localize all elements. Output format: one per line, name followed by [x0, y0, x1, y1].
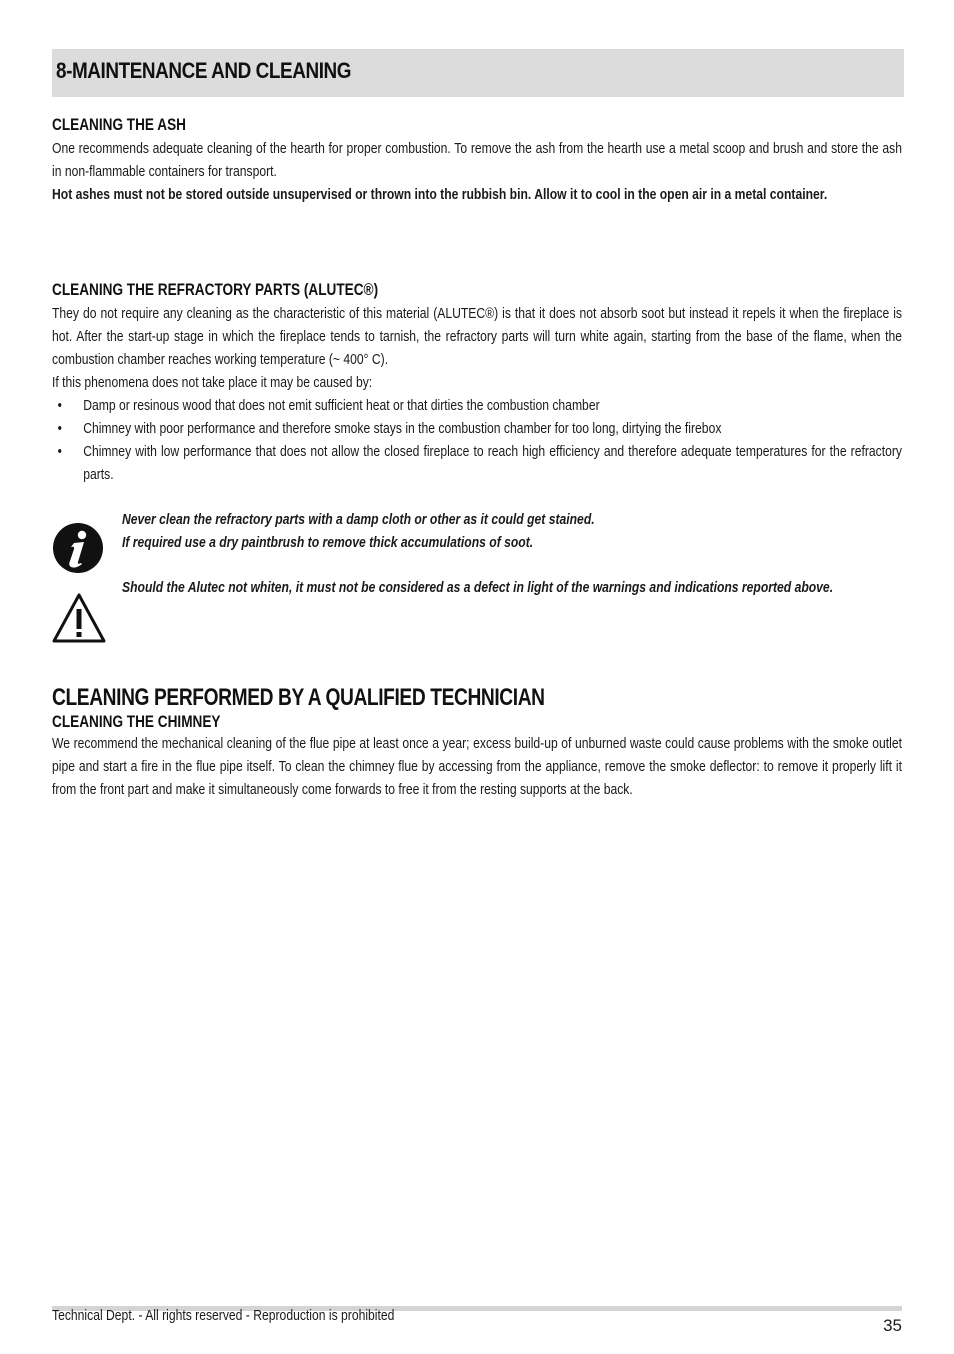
- ash-text: One recommends adequate cleaning of the hearth for proper combustion. To remove the ash from the hearth use a metal scoop and brush and store the ash in non-flammable containers for transport.: [52, 140, 902, 180]
- refractory-intro: If this phenomena does not take place it may be caused by:: [52, 374, 373, 391]
- section-title: 8-MAINTENANCE AND CLEANING: [56, 58, 352, 83]
- list-item: • Chimney with low performance that does not allow the closed fireplace to reach high efficiency and therefore adequate temperatures for the refractory parts.: [52, 440, 902, 486]
- footer-text: Technical Dept. - All rights reserved - Reproduction is prohibited: [52, 1307, 395, 1324]
- ash-section: [52, 115, 902, 206]
- causes-list: [52, 394, 902, 486]
- notice-line-3: Should the Alutec not whiten, it must not be considered as a defect in light of the warnings and indications reported above.: [122, 579, 834, 596]
- warning-triangle-icon: [52, 592, 106, 649]
- page-number: 35: [883, 1316, 902, 1335]
- ash-warning: Hot ashes must not be stored outside unsupervised or thrown into the rubbish bin. Allow it to cool in the open air in a metal container.: [52, 186, 828, 203]
- chimney-text: We recommend the mechanical cleaning of the flue pipe at least once a year; excess build-up of unburned waste could cause problems with the smoke outlet pipe and start a fire in the flue pipe itself. To clean the chimney flue by accessing from the appliance, remove the smoke deflector: to remove it properly lift it from the front part and make it simultaneously come forwards to free it from the resting supports at the back.: [52, 735, 902, 798]
- technician-heading: CLEANING PERFORMED BY A QUALIFIED TECHNICIAN: [52, 684, 545, 711]
- section-banner: [52, 49, 904, 97]
- notice-line-1: Never clean the refractory parts with a damp cloth or other as it could get stained.: [122, 511, 595, 528]
- list-item: • Damp or resinous wood that does not emit sufficient heat or that dirties the combustion chamber: [52, 394, 902, 417]
- bullet: •: [57, 397, 62, 414]
- notice-line-2: If required use a dry paintbrush to remove thick accumulations of soot.: [122, 534, 534, 551]
- refractory-heading: CLEANING THE REFRACTORY PARTS (ALUTEC®): [52, 280, 379, 299]
- info-icon: [52, 522, 104, 579]
- bullet: •: [57, 443, 62, 460]
- ash-heading: CLEANING THE ASH: [52, 115, 186, 134]
- bullet: •: [57, 420, 62, 437]
- refractory-text: They do not require any cleaning as the characteristic of this material (ALUTEC®) is that it does not absorb soot but instead it repels it when the fireplace is hot. After the start-up stage in which the fireplace tends to tarnish, the refractory parts will turn white again, starting from the base of the flame, when the combustion chamber reaches working temperature (~ 400° C).: [52, 305, 902, 368]
- technician-section: [52, 684, 902, 801]
- notice-block: [122, 508, 902, 599]
- list-item: • Chimney with poor performance and therefore smoke stays in the combustion chamber for too long, dirtying the firebox: [52, 417, 902, 440]
- refractory-section: [52, 280, 902, 486]
- chimney-heading: CLEANING THE CHIMNEY: [52, 712, 221, 731]
